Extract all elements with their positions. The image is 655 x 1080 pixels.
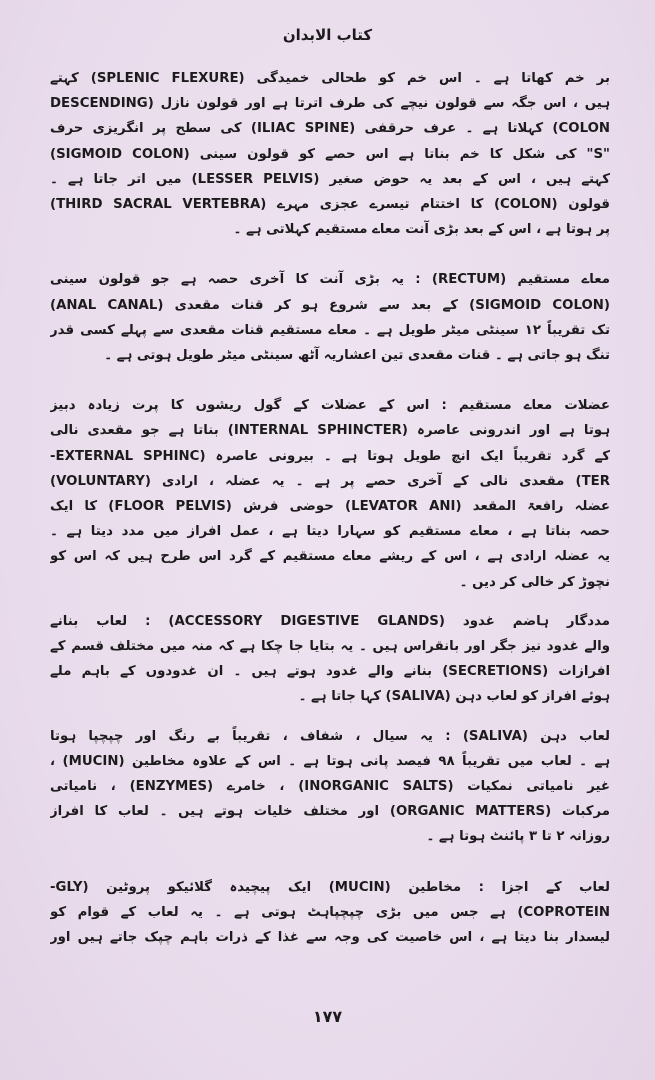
text-line: (SIGMOID COLON) کے بعد سے شروع ہو کر قنات مقعدی (ANAL CANAL) — [50, 297, 610, 313]
paragraph-rectal-muscles — [50, 393, 610, 595]
text-line: حصہ بناتا ہے ، معاے مستقیم کو سہارا دیتا ہے ، عمل افراز میں مدد دیتا ہے ۔ — [50, 524, 610, 540]
text-line: لعاب کے اجزا : مخاطین (MUCIN) ایک پیچیدہ گلائیکو پروٹین (GLY- — [50, 879, 610, 895]
text-line: تنگ ہو جاتی ہے ۔ قنات مقعدی تین اعشاریہ آٹھ سینٹی میٹر طویل ہوتی ہے ۔ — [104, 348, 610, 364]
text-line: COLON) کہلاتا ہے ۔ عرف حرقفی (ILIAC SPINE) کی سطح پر انگریزی حرف — [50, 121, 610, 137]
text-line: افرازات (SECRETIONS) بنانے والے غدود ہوتے ہیں ۔ ان غدودوں کے باہم ملے — [50, 664, 610, 680]
running-title: کتاب الابدان — [282, 26, 373, 44]
body-text — [50, 66, 610, 950]
paragraph-accessory-glands — [50, 609, 610, 710]
text-line: غیر نامیاتی نمکیات (INORGANIC SALTS) ، خامرے (ENZYMES) ، نامیاتی — [50, 779, 610, 795]
text-line: کے گرد تقریباً ایک انچ طویل ہوتا ہے ۔ بیرونی عاصرہ (EXTERNAL SPHINC- — [50, 448, 610, 464]
page-number: ۱۷۷ — [312, 1007, 343, 1026]
text-line: بر خم کھاتا ہے ۔ اس خم کو طحالی خمیدگی (SPLENIC FLEXURE) کہتے — [50, 71, 610, 86]
text-line: TER) مقعدی نالی کے آخری حصے پر ہے ۔ یہ عضلہ ، ارادی (VOLUNTARY) — [50, 473, 610, 489]
text-line: مددگار ہاضم غدود (ACCESSORY DIGESTIVE GLANDS) : لعاب بنانے — [50, 613, 610, 629]
text-line: لعاب دہن (SALIVA) : یہ سیال ، شفاف ، تقریباً بے رنگ اور چپچپا ہوتا — [50, 728, 610, 744]
paragraph-saliva — [50, 724, 610, 850]
paragraph-saliva-components — [50, 875, 610, 951]
text-line: عضلات معاے مستقیم : اس کے عضلات کے گول ریشوں کا پرت زیادہ دبیز — [50, 398, 610, 414]
text-line: مرکبات (ORGANIC MATTERS) اور مختلف خلیات ہوتے ہیں ۔ لعاب کا افراز — [50, 804, 610, 820]
text-line: ہوئے افراز کو لعاب دہن (SALIVA) کہا جاتا ہے ۔ — [298, 689, 610, 705]
text-line: قولون (COLON) کا اختتام تیسرے عجزی مہرے (THIRD SACRAL VERTEBRA) — [50, 197, 610, 213]
text-line: ہیں ، اس جگہ سے قولون نیچے کی طرف اترتا ہے اور قولون نازل (DESCENDING — [50, 96, 610, 112]
text-line: پر ہوتا ہے ، اس کے بعد بڑی آنت معاے مستقیم کہلاتی ہے ۔ — [233, 222, 610, 238]
text-line: والے غدود نیز جگر اور بانقراس ہیں ۔ یہ بتایا جا چکا ہے کہ منہ میں مختلف قسم کے — [50, 639, 610, 655]
text-line: یہ عضلہ ارادی ہے ، اس کے ریشے معاے مستقیم کے گرد اس طرح ہیں کہ اس کو — [50, 549, 610, 565]
text-line: ہوتا ہے اور اندرونی عاصرہ (INTERNAL SPHINCTER) بناتا ہے جو مقعدی نالی — [50, 423, 610, 439]
text-line: نچوڑ کر خالی کر دیں ۔ — [459, 574, 610, 590]
text-line: لیسدار بنا دیتا ہے ، اس خاصیت کی وجہ سے غذا کے ذرات باہم چپک جاتے ہیں اور — [50, 930, 610, 946]
text-line: روزانہ ۲ تا ۳ پائنٹ ہوتا ہے ۔ — [426, 829, 610, 845]
paragraph-rectum — [50, 267, 610, 368]
text-line: معاے مستقیم (RECTUM) : یہ بڑی آنت کا آخری حصہ ہے جو قولون سینی — [50, 272, 610, 288]
paragraph-colon-course — [50, 66, 610, 242]
text-line: کہتے ہیں ، اس کے بعد یہ حوض صغیر (LESSER PELVIS) میں اتر جاتا ہے ۔ — [50, 171, 610, 187]
text-line: ہے ۔ لعاب میں تقریباً ۹۸ فیصد پانی ہوتا ہے ۔ اس کے علاوہ مخاطین (MUCIN) ، — [50, 753, 610, 769]
text-line: عضلہ رافعۃ المقعد (LEVATOR ANI) حوضی فرش (FLOOR PELVIS) کا ایک — [50, 499, 610, 515]
text-line: COPROTEIN) ہے جس میں بڑی چپچپاہٹ ہوتی ہے ۔ یہ لعاب کے قوام کو — [50, 904, 610, 920]
text-line: "S" کی شکل کا خم بناتا ہے اس حصے کو قولون سینی (SIGMOID COLON) — [50, 146, 610, 162]
text-line: تک تقریباً ۱۲ سینٹی میٹر طویل ہے ۔ معاے مستقیم قنات مقعدی سے پہلے کسی قدر — [50, 322, 610, 338]
